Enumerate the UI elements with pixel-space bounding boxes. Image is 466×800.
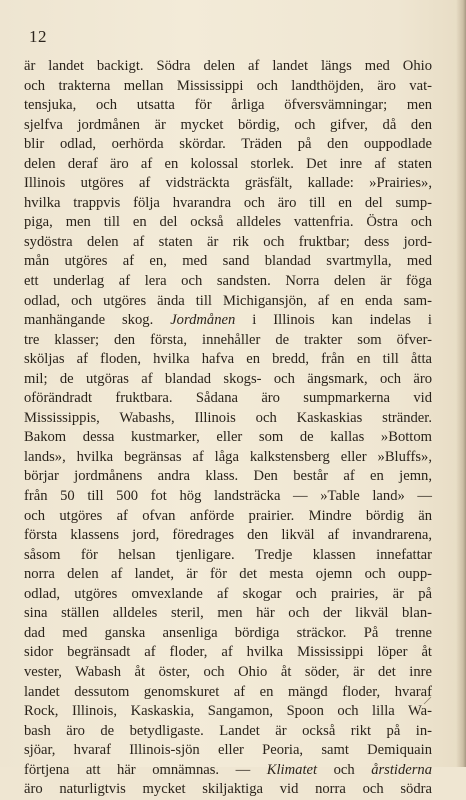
text-line: ett underlag af lera och sandsten. Norra delen är föga: [24, 273, 432, 290]
text-line: sjöar, hvaraf Illinois-sjön eller Peoria, samt Demiquain: [24, 742, 432, 759]
text-line: Illinois utgöres af vidsträckta gräsfält, kallade: »Prairies»,: [24, 175, 432, 192]
text-line: första klassens jord, föredrages den likväl af invandrarena,: [24, 527, 432, 544]
text-line: tensjuka, och utsatta för årliga öfversvämningar; men: [24, 97, 432, 114]
text-line: sköljas af floden, hvilka hafva en bredd, från en till åtta: [24, 351, 432, 368]
text-line: norra delen af landet, är för det mesta ojemn och oupp-: [24, 566, 432, 583]
pencil-mark-icon: [423, 696, 432, 705]
text-line: vester, Wabash åt öster, och Ohio åt söder, är det inre: [24, 663, 432, 680]
text-line: landet dessutom genomskuret af en mängd floder, hvaraf: [24, 683, 432, 700]
text-line: bash äro de betydligaste. Landet är också rikt på in-: [24, 722, 432, 739]
text-line: sina ställen alldeles steril, men här och der likväl blan-: [24, 605, 432, 622]
text-line: Rock, Illinois, Kaskaskia, Sangamon, Spoon och lilla Wa-: [24, 703, 432, 720]
text-line: tre klasser; den första, innehåller de trakter som öfver-: [24, 331, 432, 348]
page-number: 12: [29, 27, 47, 46]
text-line: är landet backigt. Södra delen af landet längs med Ohio: [24, 58, 432, 74]
text-line: såsom för helsan tjenligare. Tredje klassen innefattar: [24, 546, 432, 563]
text-line: odlad, utgöres omvexlande af skogar och prairies, är på: [24, 585, 432, 602]
text-line: sjelfva jordmånen är mycket bördig, och gifver, då den: [24, 116, 432, 133]
text-line: oförändradt fruktbara. Sådana äro sumpmarkerna vid: [24, 390, 432, 407]
text-line: dad med ganska ansenliga bördiga sträckor. På trenne: [24, 624, 432, 641]
text-line: piga, men till en del också alldeles vattenfria. Östra och: [24, 214, 432, 231]
text-line: börjar jordmånens andra klass. Den består af en jemn,: [24, 468, 432, 485]
text-line: odlad, och utgöres ända till Michigansjön, af en enda sam-: [24, 292, 432, 309]
text-line: och utgöres af ofvan anförde prairier. Mindre bördig än: [24, 507, 432, 524]
text-line: Mississippis, Wabashs, Illinois och Kaskaskias stränder.: [24, 409, 432, 426]
text-line: Bakom dessa kustmarker, eller som de kallas »Bottom: [24, 429, 432, 446]
italic-phrase: Klimatet: [266, 761, 318, 778]
text-line: förtjena att här omnämnas. — Klimatet och årstiderna: [24, 761, 433, 778]
text-line: hvilka trappvis följa hvarandra och äro till en del sump-: [24, 194, 432, 211]
text-line: äro naturligtvis mycket skiljaktiga vid norra och södra: [24, 781, 432, 798]
text-line: blir odlad, oerhörda skördar. Träden på den ouppodlade: [24, 136, 432, 153]
italic-phrase: årstiderna: [371, 761, 433, 778]
text-line: sidor begränsadt af floder, af hvilka Mississippi löper åt: [24, 644, 432, 661]
italic-phrase: Jordmånen: [170, 312, 236, 329]
text-line: lands», hvilka begränsas af låga kalkstensberg eller »Bluffs»,: [24, 448, 432, 465]
text-line: mån utgöres af en, med sand blandad svartmylla, med: [24, 253, 432, 270]
body-text: [24, 57, 432, 800]
text-line: och trakterna mellan Mississippi och landthöjden, äro vat-: [24, 77, 432, 94]
text-line: från 50 till 500 fot hög landsträcka — »Table land» —: [24, 488, 432, 505]
text-line: delen deraf äro af en kolossal storlek. Det inre af staten: [24, 155, 432, 172]
text-line: manhängande skog. Jordmånen i Illinois kan indelas i: [24, 312, 432, 329]
page-edge-shadow: [456, 0, 466, 767]
text-line: sydöstra delen af staten är rik och fruktbar; dess jord-: [24, 233, 432, 250]
text-line: mil; de utgöras af blandad skogs- och ängsmark, och äro: [24, 370, 432, 387]
